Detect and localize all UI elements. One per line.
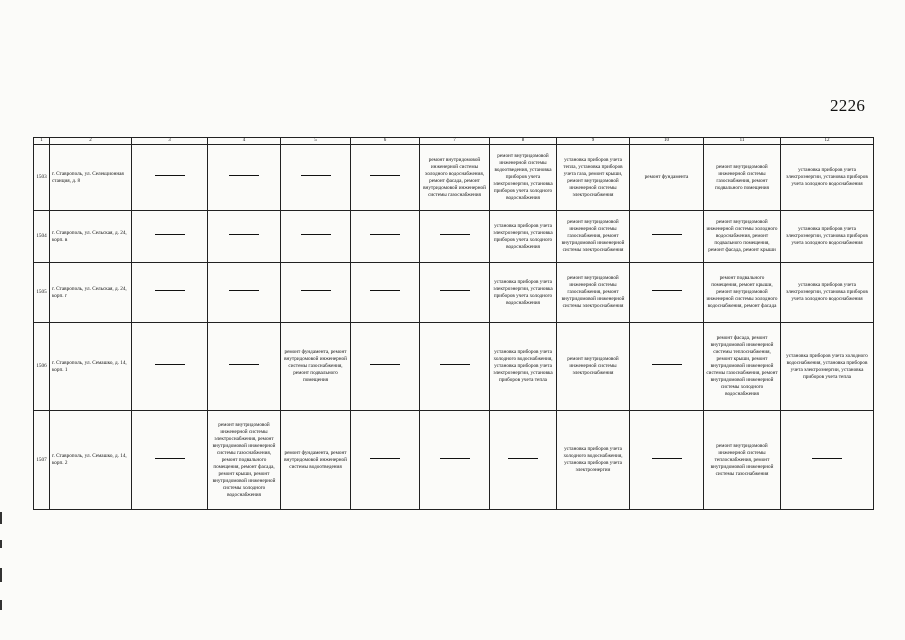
empty-dash	[440, 458, 470, 459]
work-cell-col-4	[208, 145, 281, 211]
work-cell-col-10: ремонт фундамента	[630, 145, 704, 211]
work-cell-col-3	[132, 323, 208, 411]
table-body	[34, 138, 874, 510]
work-cell-col-9: установка приборов учета тепла, установка приборов учета газа, ремонт крыши, ремонт внутридомовой инженерной системы электроснабжения	[557, 145, 630, 211]
empty-dash	[229, 290, 259, 291]
empty-dash	[155, 364, 185, 365]
column-number: 3	[132, 138, 208, 145]
address-cell: г. Ставрополь, ул. Семашко, д. 14, корп. 2	[50, 411, 132, 510]
work-cell-col-8: установка приборов учета электроэнергии, установка приборов учета холодного водоснабжения	[490, 263, 557, 323]
work-cell-col-7	[420, 323, 490, 411]
address-cell: г. Ставрополь, ул. Сельская, д. 24, корп. г	[50, 263, 132, 323]
empty-dash	[229, 234, 259, 235]
empty-dash	[652, 234, 682, 235]
empty-dash	[370, 364, 400, 365]
work-cell-col-4: ремонт внутридомовой инженерной системы электроснабжения, ремонт внутридомовой инженерной системы газоснабжения, ремонт подвального помещения, ремонт фасада, ремонт крыши, ремонт внутридомовой инженерной системы холодного водоснабжения	[208, 411, 281, 510]
empty-dash	[652, 458, 682, 459]
work-cell-col-8: установка приборов учета электроэнергии, установка приборов учета холодного водоснабжения	[490, 211, 557, 263]
work-cell-col-6	[351, 263, 420, 323]
address-cell: г. Ставрополь, ул. Сельская, д. 24, корп. в	[50, 211, 132, 263]
work-cell-col-12	[781, 411, 874, 510]
column-number: 9	[557, 138, 630, 145]
empty-dash	[370, 234, 400, 235]
work-cell-col-12: установка приборов учета электроэнергии, установка приборов учета холодного водоснабжения	[781, 263, 874, 323]
work-cell-col-6	[351, 211, 420, 263]
column-number: 2	[50, 138, 132, 145]
row-number: 1507	[34, 411, 50, 510]
column-number: 8	[490, 138, 557, 145]
table-row	[34, 323, 874, 411]
work-cell-col-7	[420, 211, 490, 263]
work-cell-col-9: ремонт внутридомовой инженерной системы газоснабжения, ремонт внутридомовой инженерной системы электроснабжения	[557, 211, 630, 263]
work-cell-col-5	[281, 263, 351, 323]
empty-dash	[370, 290, 400, 291]
work-cell-col-3	[132, 411, 208, 510]
work-cell-col-8: ремонт внутридомовой инженерной системы водоотведения, установка приборов учета электроэнергии, установка приборов учета холодного водоснабжения	[490, 145, 557, 211]
empty-dash	[301, 175, 331, 176]
work-cell-col-10	[630, 411, 704, 510]
work-cell-col-7	[420, 411, 490, 510]
work-cell-col-6	[351, 323, 420, 411]
empty-dash	[508, 458, 538, 459]
empty-dash	[440, 234, 470, 235]
work-cell-col-7	[420, 263, 490, 323]
work-cell-col-3	[132, 145, 208, 211]
work-cell-col-4	[208, 211, 281, 263]
column-number: 6	[351, 138, 420, 145]
work-cell-col-11: ремонт внутридомовой инженерной системы теплоснабжения, ремонт внутридомовой инженерной системы газоснабжения	[704, 411, 781, 510]
work-cell-col-12: установка приборов учета холодного водоснабжения, установка приборов учета электроэнергии, установка приборов учета тепла	[781, 323, 874, 411]
work-cell-col-10	[630, 211, 704, 263]
work-cell-col-4	[208, 323, 281, 411]
column-number: 1	[34, 138, 50, 145]
work-cell-col-11: ремонт подвального помещения, ремонт крыши, ремонт внутридомовой инженерной системы холодного водоснабжения, ремонт фасада	[704, 263, 781, 323]
work-cell-col-11: ремонт внутридомовой инженерной системы холодного водоснабжения, ремонт подвального помещения, ремонт фасада, ремонт крыши	[704, 211, 781, 263]
row-number: 1503	[34, 145, 50, 211]
work-cell-col-3	[132, 263, 208, 323]
capital-repair-table	[33, 137, 874, 510]
work-cell-col-9: установка приборов учета холодного водоснабжения, установка приборов учета электроэнергии	[557, 411, 630, 510]
column-number-row	[34, 138, 874, 145]
work-cell-col-11: ремонт внутридомовой инженерной системы газоснабжения, ремонт подвального помещения	[704, 145, 781, 211]
work-cell-col-12: установка приборов учета электроэнергии, установка приборов учета холодного водоснабжения	[781, 211, 874, 263]
empty-dash	[155, 290, 185, 291]
work-cell-col-6	[351, 411, 420, 510]
column-number: 7	[420, 138, 490, 145]
table-row	[34, 411, 874, 510]
column-number: 10	[630, 138, 704, 145]
row-number: 1504	[34, 211, 50, 263]
empty-dash	[370, 458, 400, 459]
row-number: 1506	[34, 323, 50, 411]
work-cell-col-7: ремонт внутридомовой инженерной системы холодного водоснабжения, ремонт фасада, ремонт внутридомовой инженерной системы газоснабжения	[420, 145, 490, 211]
work-cell-col-10	[630, 323, 704, 411]
address-cell: г. Ставрополь, ул. Селекционная станция, д. 8	[50, 145, 132, 211]
work-cell-col-4	[208, 263, 281, 323]
work-cell-col-8	[490, 411, 557, 510]
work-cell-col-5: ремонт фундамента, ремонт внутридомовой инженерной системы водоотведения	[281, 411, 351, 510]
work-cell-col-8: установка приборов учета холодного водоснабжения, установка приборов учета электроэнергии, установка приборов учета тепла	[490, 323, 557, 411]
empty-dash	[301, 234, 331, 235]
work-cell-col-5	[281, 211, 351, 263]
column-number: 4	[208, 138, 281, 145]
empty-dash	[155, 234, 185, 235]
work-cell-col-5	[281, 145, 351, 211]
work-cell-col-9: ремонт внутридомовой инженерной системы газоснабжения, ремонт внутридомовой инженерной системы электроснабжения	[557, 263, 630, 323]
work-cell-col-10	[630, 263, 704, 323]
table-row	[34, 263, 874, 323]
column-number: 12	[781, 138, 874, 145]
empty-dash	[229, 175, 259, 176]
empty-dash	[229, 364, 259, 365]
address-cell: г. Ставрополь, ул. Семашко, д. 14, корп. 1	[50, 323, 132, 411]
empty-dash	[155, 175, 185, 176]
work-cell-col-6	[351, 145, 420, 211]
empty-dash	[155, 458, 185, 459]
empty-dash	[652, 364, 682, 365]
empty-dash	[440, 290, 470, 291]
table-row	[34, 211, 874, 263]
empty-dash	[652, 290, 682, 291]
empty-dash	[370, 175, 400, 176]
row-number: 1505	[34, 263, 50, 323]
work-cell-col-11: ремонт фасада, ремонт внутридомовой инженерной системы теплоснабжения, ремонт крыши, ремонт внутридомовой инженерной системы газоснабжения, ремонт внутридомовой инженерной системы холодного водоснабжения	[704, 323, 781, 411]
page-number: 2226	[830, 96, 866, 115]
work-cell-col-12: установка приборов учета электроэнергии, установка приборов учета холодного водоснабжения	[781, 145, 874, 211]
column-number: 5	[281, 138, 351, 145]
column-number: 11	[704, 138, 781, 145]
table-row	[34, 145, 874, 211]
work-cell-col-3	[132, 211, 208, 263]
empty-dash	[440, 364, 470, 365]
work-cell-col-9: ремонт внутридомовой инженерной системы электроснабжения	[557, 323, 630, 411]
empty-dash	[812, 458, 842, 459]
empty-dash	[301, 290, 331, 291]
work-cell-col-5: ремонт фундамента, ремонт внутридомовой инженерной системы газоснабжения, ремонт подвального помещения	[281, 323, 351, 411]
